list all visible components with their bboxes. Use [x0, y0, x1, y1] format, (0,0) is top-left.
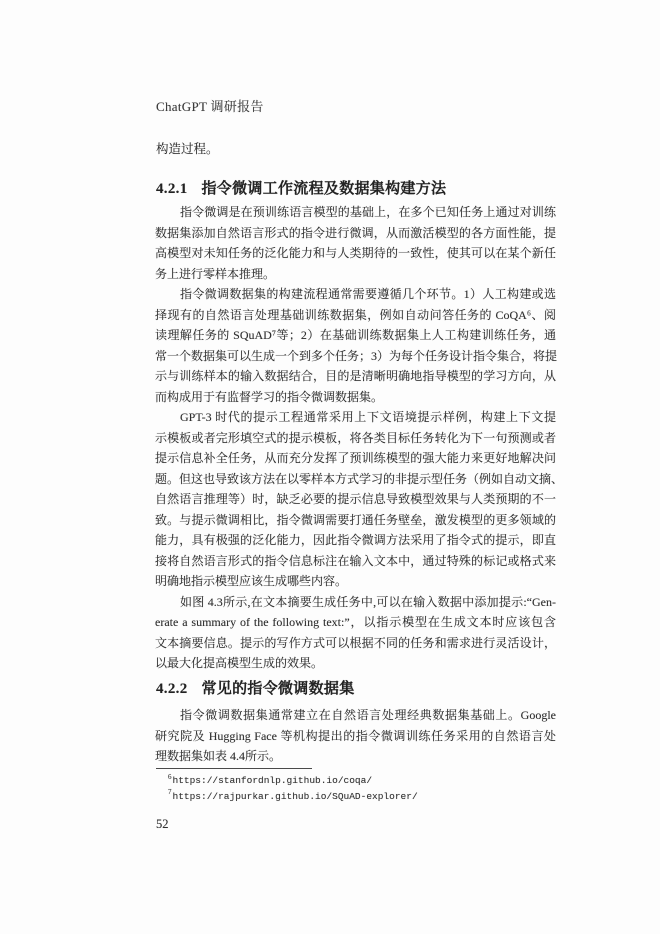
text-line: 理数据集如表 4.4所示。 [155, 749, 282, 763]
text-line: 而构成用于有监督学习的指令微调数据集。 [155, 389, 384, 404]
text-line: 提示信息补全任务，从而充分发挥了预训练模型的强大能力来更好地解决问 [155, 451, 556, 465]
text-line: 自然语言推理等）时，缺乏必要的提示信息导致模型效果与人类预期的不一 [155, 492, 556, 506]
text-line: 示与训练样本的输入数据结合，目的是清晰明确地指导模型的学习方向，从 [155, 369, 556, 383]
section-number: 4.2.2 [156, 681, 188, 697]
text-line: 题。但这也导致该方法在以零样本方式学习的非提示型任务（例如自动文摘、 [155, 471, 564, 486]
text-line: 如图 4.3所示,在文本摘要生成任务中,可以在输入数据中添加提示:“Gen- [180, 594, 556, 609]
carryover-paragraph-line: 构造过程。 [156, 142, 219, 156]
text-line: 读理解任务的 SQuAD⁷等；2）在基础训练数据集上人工构建训练任务，通 [155, 328, 556, 342]
section-title: 常见的指令微调数据集 [201, 681, 355, 697]
paragraph-3 [155, 407, 564, 592]
paragraph-5 [155, 705, 556, 767]
text-line: 指令微调数据集通常建立在自然语言处理经典数据集基础上。Google [180, 708, 556, 722]
text-line: 能力，具有极强的泛化能力，因此指令微调方法采用了指令式的提示，即直 [155, 533, 556, 547]
footnote-separator [156, 768, 312, 769]
text-line: GPT-3 时代的提示工程通常采用上下文语境提示样例，构建上下文提 [180, 410, 556, 424]
text-line: 务上进行零样本推理。 [155, 266, 276, 281]
text-line: 常一个数据集可以生成一个到多个任务；3）为每个任务设计指令集合，将提 [155, 348, 558, 363]
paragraph-4 [155, 592, 556, 674]
paragraph-2 [155, 284, 556, 407]
section-heading-422 [156, 677, 355, 698]
text-line: 指令微调数据集的构建流程通常需要遵循几个环节。1）人工构建或选 [180, 287, 556, 301]
section-heading-421 [156, 177, 446, 198]
text-line: erate a summary of the following text:”，以指示模型在生成文本时应该包含 [155, 615, 556, 629]
text-line: 以最大化提高模型生成的效果。 [155, 656, 324, 670]
section-title: 指令微调工作流程及数据集构建方法 [201, 181, 447, 197]
text-line: 数据集添加自然语言形式的指令进行微调，从而激活模型的各方面性能，提 [155, 225, 556, 240]
text-line: 接将自然语言形式的指令信息标注在输入文本中，通过特殊的标记或格式来 [155, 553, 556, 568]
text-line: 高模型对未知任务的泛化能力和与人类期待的一致性，使其可以在某个新任 [155, 246, 556, 260]
footnote-7 [156, 789, 556, 805]
page-number: 52 [156, 817, 169, 831]
text-line: 示模板或者完形填空式的提示模板，将各类目标任务转化为下一句预测或者 [155, 430, 556, 445]
footnote-url: https://stanfordnlp.github.io/coqa/ [172, 775, 373, 786]
section-number: 4.2.1 [156, 181, 188, 197]
text-line: 致。与提示微调相比，指令微调需要打通任务壁垒，激发模型的更多领域的 [155, 512, 556, 527]
text-line: 指令微调是在预训练语言模型的基础上，在多个已知任务上通过对训练 [180, 205, 556, 219]
footnote-6 [156, 773, 556, 789]
text-line: 择现有的自然语言处理基础训练数据集，例如自动问答任务的 CoQA⁶、阅 [155, 307, 556, 322]
text-line: 研究院及 Hugging Face 等机构提出的指令微调训练任务采用的自然语言处 [155, 728, 556, 743]
main-text-column [155, 202, 564, 674]
running-header: ChatGPT 调研报告 [156, 99, 264, 114]
text-line: 文本摘要信息。提示的写作方式可以根据不同的任务和需求进行灵活设计， [155, 635, 556, 650]
footnote-block [156, 773, 556, 804]
footnote-marker: 7 [168, 788, 172, 797]
footnote-marker: 6 [168, 772, 172, 781]
footnote-url: https://rajpurkar.github.io/SQuAD-explorer/ [172, 790, 418, 802]
text-line: 明确地指示模型应该生成哪些内容。 [155, 574, 348, 588]
paragraph-1 [155, 202, 556, 284]
